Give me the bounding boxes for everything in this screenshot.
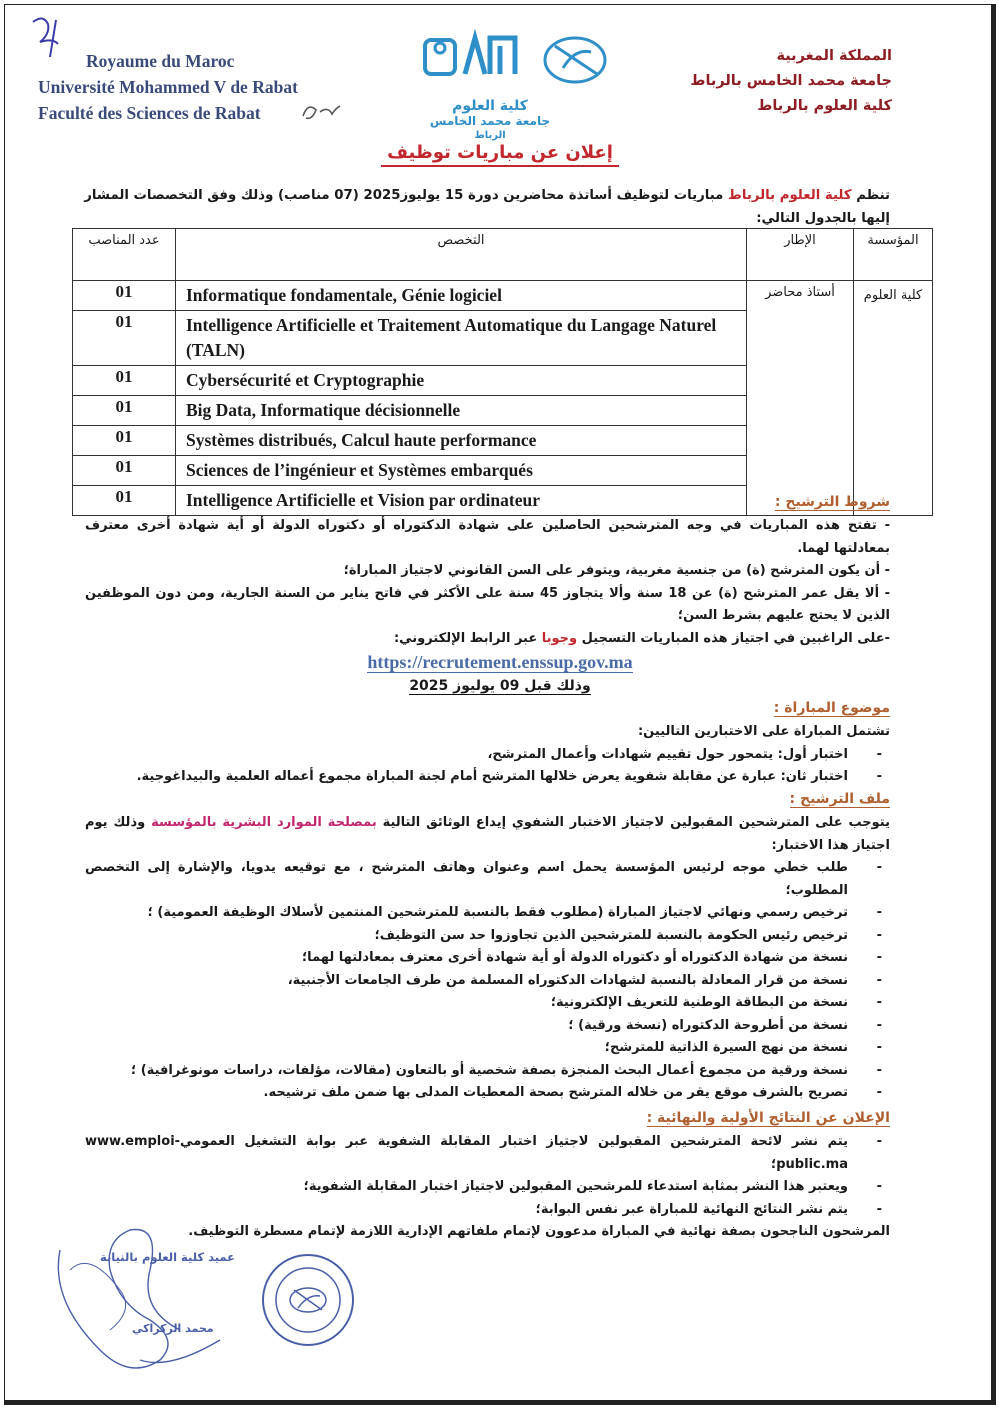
header-ar-kingdom: المملكة المغربية bbox=[776, 48, 892, 64]
conditions-heading: شروط الترشيح : bbox=[774, 494, 890, 510]
dossier-documents-list bbox=[85, 857, 890, 1105]
speciality-name: Sciences de l’ingénieur et Systèmes embarqués bbox=[176, 456, 747, 486]
cadre-cell: أستاذ محاضر bbox=[747, 281, 854, 516]
header-postes: عدد المناصب bbox=[73, 229, 176, 281]
intro-faculty-name: كلية العلوم بالرباط bbox=[728, 188, 852, 203]
speciality-name: Intelligence Artificielle et Traitement Automatique du Langage Naturel (TALN) bbox=[176, 311, 747, 366]
dossier-document-item: - نسخة من شهادة الدكتوراه أو دكتوراه الدولة أو أية شهادة أخرى معترف بمعادلتها لهما؛ bbox=[85, 947, 890, 970]
subject-intro: تشتمل المباراة على الاختبارين التاليين: bbox=[637, 724, 890, 739]
registration-link[interactable]: https://recrutement.enssup.gov.ma bbox=[367, 652, 633, 672]
official-stamp bbox=[258, 1250, 358, 1350]
dossier-block bbox=[85, 812, 890, 1105]
logo-emblem bbox=[415, 28, 615, 98]
dossier-document-item: - ترخيص رسمي ونهائي لاجتياز المباراة (مطلوب فقط بالنسبة للمترشحين المنتمين لأسلاك الوظيفة العمومية) ؛ bbox=[85, 902, 890, 925]
dossier-document-item: - نسخة من قرار المعادلة بالنسبة لشهادات الدكتوراه المسلمة من طرف الجامعات الأجنبية، bbox=[85, 970, 890, 993]
dossier-document-item: - طلب خطي موجه لرئيس المؤسسة يحمل اسم وعنوان وهاتف المترشح ، مع توقيعه يدويا، والإشارة إلى التخصص المطلوب؛ bbox=[85, 857, 890, 902]
dossier-heading: ملف الترشيح : bbox=[789, 791, 890, 807]
header-fr-university: Université Mohammed V de Rabat bbox=[38, 77, 298, 97]
etablissement-cell: كلية العلوم bbox=[854, 281, 933, 516]
condition-item: - تفتح هذه المباريات في وجه المترشحين الحاصلين على شهادة الدكتوراه أو دكتوراه الدولة أو أية شهادة أخرى معترف بمعادلتها لهما. bbox=[85, 518, 890, 556]
header-fr-kingdom: Royaume du Maroc bbox=[86, 51, 235, 71]
dossier-document-item: - نسخة من البطاقة الوطنية للتعريف الإلكترونية؛ bbox=[85, 992, 890, 1015]
subject-block bbox=[85, 721, 890, 789]
posts-count: 01 bbox=[73, 396, 176, 426]
speciality-name: Systèmes distribués, Calcul haute performance bbox=[176, 426, 747, 456]
signatory-name: محمد الركراكي bbox=[132, 1322, 214, 1335]
dossier-document-item: - تصريح بالشرف موقع يقر من خلاله المترشح بصحة المعطيات المدلى بها ضمن ملف ترشيحه. bbox=[85, 1082, 890, 1105]
logo-text-faculty: كلية العلوم bbox=[452, 98, 528, 114]
header-etablissement: المؤسسة bbox=[854, 229, 933, 281]
logo-text-university: جامعة محمد الخامس bbox=[429, 114, 551, 128]
exam-item: - اختبار أول: يتمحور حول تقييم شهادات وأعمال المترشح، bbox=[85, 744, 890, 767]
speciality-name: Big Data, Informatique décisionnelle bbox=[176, 396, 747, 426]
dossier-document-item: - ترخيص رئيس الحكومة بالنسبة للمترشحين الذين تجاوزوا حد سن التوظيف؛ bbox=[85, 925, 890, 948]
results-list bbox=[85, 1131, 890, 1221]
conditions-list bbox=[85, 515, 890, 650]
results-item: - يتم نشر النتائج النهائية للمباراة عبر نفس البوابة؛ bbox=[85, 1199, 890, 1222]
posts-count: 01 bbox=[73, 281, 176, 311]
handwritten-signature bbox=[40, 1210, 280, 1390]
table-row bbox=[73, 281, 933, 311]
table-header-row bbox=[73, 229, 933, 281]
header-ar-university: جامعة محمد الخامس بالرباط bbox=[690, 73, 892, 89]
results-item: - ويعتبر هذا النشر بمثابة استدعاء للمرشحين المقبولين لاجتياز اختبار المقابلة الشفوية؛ bbox=[85, 1176, 890, 1199]
posts-count: 01 bbox=[73, 311, 176, 366]
dossier-intro: يتوجب على المترشحين المقبولين لاجتياز الاختبار الشفوي إيداع الوثائق التالية بمصلحة الموارد البشرية بالمؤسسة وذلك يوم اجتياز هذا الاختبار: bbox=[85, 815, 890, 853]
logo-text-city: الرباط bbox=[474, 130, 506, 141]
header-ar-faculty: كلية العلوم بالرباط bbox=[757, 98, 892, 114]
speciality-name: Intelligence Artificielle et Vision par ordinateur bbox=[176, 486, 747, 516]
dossier-document-item: - نسخة ورقية من مجموع أعمال البحث المنجزة بصفة شخصية أو بالتعاون (مقالات، مؤلفات، دراسات مونوغرافية) ؛ bbox=[85, 1060, 890, 1083]
initials-scribble bbox=[298, 98, 344, 126]
page-title: إعلان عن مباريات توظيف bbox=[0, 142, 1000, 163]
condition-item: - أن يكون المترشح (ة) من جنسية مغربية، ويتوفر على السن القانوني لاجتياز المباراة؛ bbox=[343, 563, 890, 578]
condition-item: - ألا يقل عمر المترشح (ة) عن 18 سنة وألا يتجاوز 45 سنة على الأكثر في فاتح يناير من السنة الجارية، ومن دون الموظفين الذين لا يحتج عليهم بشرط السن؛ bbox=[85, 585, 890, 623]
intro-text-start: تنظم bbox=[851, 188, 890, 203]
posts-count: 01 bbox=[73, 456, 176, 486]
positions-table bbox=[72, 228, 933, 516]
posts-count: 01 bbox=[73, 426, 176, 456]
header-fr-faculty: Faculté des Sciences de Rabat bbox=[38, 103, 261, 123]
header-arabic bbox=[592, 44, 892, 119]
subject-heading: موضوع المباراة : bbox=[773, 700, 890, 716]
results-heading: الإعلان عن النتائج الأولية والنهائية : bbox=[646, 1110, 890, 1126]
registration-deadline: وذلك قبل 09 يوليوز 2025 bbox=[409, 678, 591, 694]
signatory-title: عميد كلية العلوم بالنيابة bbox=[100, 1250, 236, 1264]
header-cadre: الإطار bbox=[747, 229, 854, 281]
speciality-name: Cybersécurité et Cryptographie bbox=[176, 366, 747, 396]
header-specialite: التخصص bbox=[176, 229, 747, 281]
results-item: - يتم نشر لائحة المترشحين المقبولين لاجتياز اختبار المقابلة الشفوية عبر بوابة التشغيل العمومي-www.emploi public.ma؛ bbox=[85, 1131, 890, 1176]
intro-text-end: مباريات لتوظيف أساتذة محاضرين دورة 15 يوليوز2025 (07 مناصب) وذلك وفق التخصصات المشار إليها بالجدول التالي: bbox=[84, 188, 890, 226]
faculty-logo bbox=[415, 28, 615, 141]
posts-count: 01 bbox=[73, 366, 176, 396]
exam-item: - اختبار ثان: عبارة عن مقابلة شفوية يعرض خلالها المترشح أمام لجنة المباراة مجموع أعماله العلمية والبيداغوجية. bbox=[85, 766, 890, 789]
condition-register: -على الراغبين في اجتياز هذه المباريات التسجيل وجوبا عبر الرابط الإلكتروني: bbox=[393, 630, 890, 646]
dossier-document-item: - نسخة من أطروحة الدكتوراه (نسخة ورقية) ؛ bbox=[85, 1015, 890, 1038]
results-final: المرشحون الناجحون بصفة نهائية في المباراة مدعوون لإتمام ملفاتهم الإدارية اللازمة لإتمام مسطرة التوظيف. bbox=[188, 1224, 890, 1239]
posts-count: 01 bbox=[73, 486, 176, 516]
intro-paragraph bbox=[70, 184, 890, 230]
dossier-document-item: - نسخة من نهج السيرة الذاتية للمترشح؛ bbox=[85, 1037, 890, 1060]
speciality-name: Informatique fondamentale, Génie logiciel bbox=[176, 281, 747, 311]
